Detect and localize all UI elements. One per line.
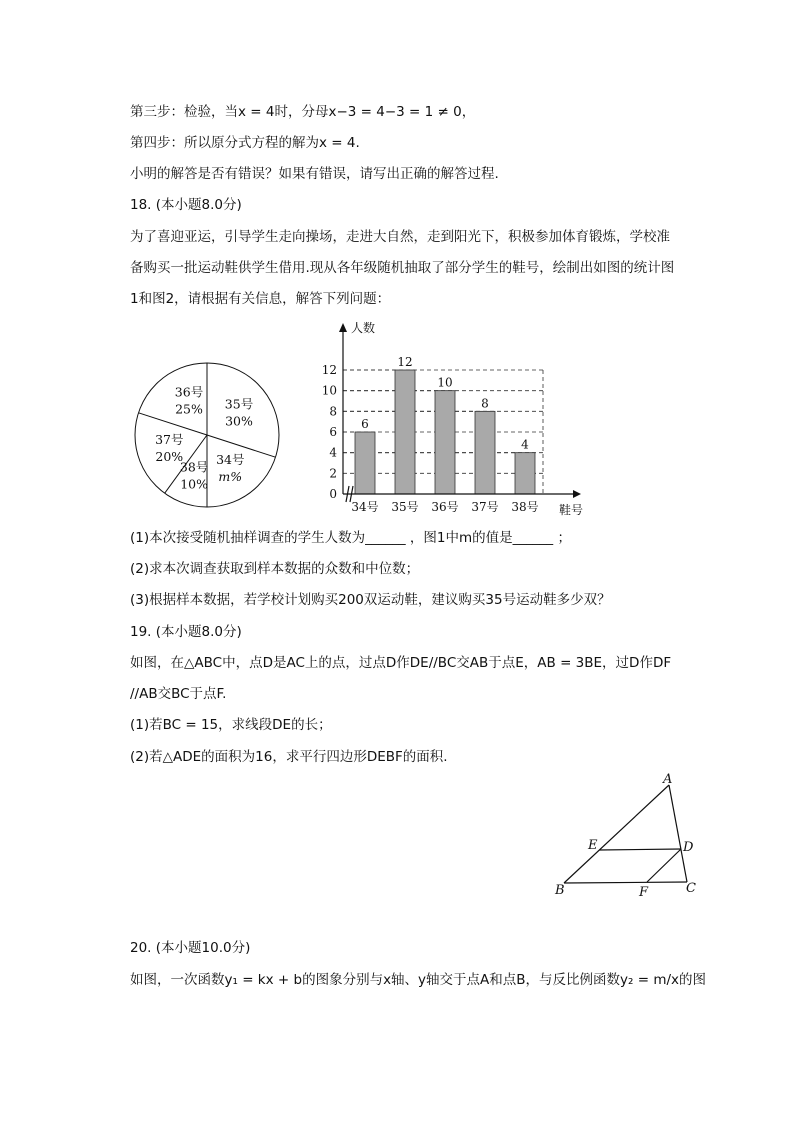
q19-paragraph-2: //AB交BC于点F. [130, 686, 227, 702]
triangle-figure [550, 772, 710, 902]
x-axis-arrow [573, 490, 581, 498]
pie-slice-percent: 30% [225, 413, 253, 429]
pie-slice-label: 34号 [216, 452, 245, 467]
pie-slice-percent: 10% [180, 476, 208, 492]
pie-slice-label: 35号 [224, 396, 254, 412]
y-axis-label: 人数 [351, 321, 376, 335]
pie-slice-label: 38号 [179, 459, 209, 475]
x-tick-label: 37号 [471, 500, 499, 514]
q19-paragraph-1: 如图，在△ABC中，点D是AC上的点，过点D作DE//BC交AB于点E，AB = 3BE，过D作DF [130, 655, 672, 671]
q18-sub-1: (1)本次接受随机抽样调查的学生人数为______ ，图1中m的值是______ ； [130, 530, 571, 546]
pie-slice-percent: 20% [155, 449, 184, 465]
x-tick-label: 36号 [431, 500, 459, 514]
q19-heading: 19. (本小题8.0分) [130, 624, 242, 640]
pie-slice-percent: 25% [175, 401, 203, 417]
bar-35号 [395, 370, 415, 494]
q18-paragraph-1: 为了喜迎亚运，引导学生走向操场，走进大自然，走到阳光下，积极参加体育锻炼，学校准 [130, 229, 670, 245]
pie-slice-percent: m% [218, 469, 243, 484]
bar-value-label: 12 [397, 355, 413, 369]
label-F: F [639, 885, 649, 900]
pie-slice-label: 37号 [155, 432, 184, 448]
bar-38号 [515, 453, 535, 494]
x-axis-label: 鞋号 [559, 503, 584, 517]
q18-sub-2: (2)求本次调查获取到样本数据的众数和中位数； [130, 561, 420, 577]
label-A: A [663, 772, 673, 787]
x-tick-label: 35号 [391, 500, 419, 514]
bar-34号 [355, 432, 375, 494]
y-tick-label: 4 [329, 445, 337, 460]
x-tick-label: 34号 [351, 500, 379, 514]
label-B: B [555, 883, 565, 898]
q19-sub-2: (2)若△ADE的面积为16，求平行四边形DEBF的面积. [130, 749, 448, 765]
q18-paragraph-3: 1和图2，请根据有关信息，解答下列问题： [130, 291, 391, 307]
y-tick-label: 12 [321, 363, 337, 377]
x-tick-label: 38号 [511, 500, 539, 514]
bar-value-label: 10 [437, 375, 453, 390]
label-C: C [686, 881, 696, 896]
y-tick-label: 2 [329, 466, 337, 481]
y-tick-label: 6 [329, 425, 337, 439]
y-tick-label: 10 [321, 383, 337, 398]
step4-line: 第四步：所以原分式方程的解为x = 4. [130, 135, 360, 151]
bar-value-label: 8 [481, 396, 489, 411]
pie-slice-label: 36号 [174, 384, 204, 400]
y-axis-arrow [339, 323, 347, 332]
q20-heading: 20. (本小题10.0分) [130, 940, 251, 956]
bar-chart [305, 318, 595, 520]
label-D: D [683, 840, 694, 855]
y-tick-label: 8 [329, 404, 337, 419]
step3-line: 第三步：检验，当x = 4时，分母x−3 = 4−3 = 1 ≠ 0， [130, 104, 476, 120]
pie-chart [130, 355, 285, 515]
label-E: E [588, 838, 598, 853]
q18-sub-3: (3)根据样本数据，若学校计划购买200双运动鞋，建议购买35号运动鞋多少双？ [130, 592, 611, 608]
q19-sub-1: (1)若BC = 15，求线段DE的长； [130, 717, 332, 733]
bar-value-label: 4 [521, 437, 529, 452]
q17-prompt: 小明的解答是否有错误？如果有错误，请写出正确的解答过程. [130, 166, 499, 182]
bar-value-label: 6 [361, 417, 369, 431]
bar-36号 [435, 391, 455, 494]
q18-paragraph-2: 备购买一批运动鞋供学生借用.现从各年级随机抽取了部分学生的鞋号，绘制出如图的统计图 [130, 260, 675, 276]
bar-37号 [475, 411, 495, 494]
q20-paragraph-1: 如图，一次函数y₁ = kx + b的图象分别与x轴、y轴交于点A和点B，与反比例函数y₂ = m/x的图 [130, 972, 707, 988]
y-tick-label: 0 [329, 487, 337, 501]
q18-heading: 18. (本小题8.0分) [130, 197, 242, 213]
